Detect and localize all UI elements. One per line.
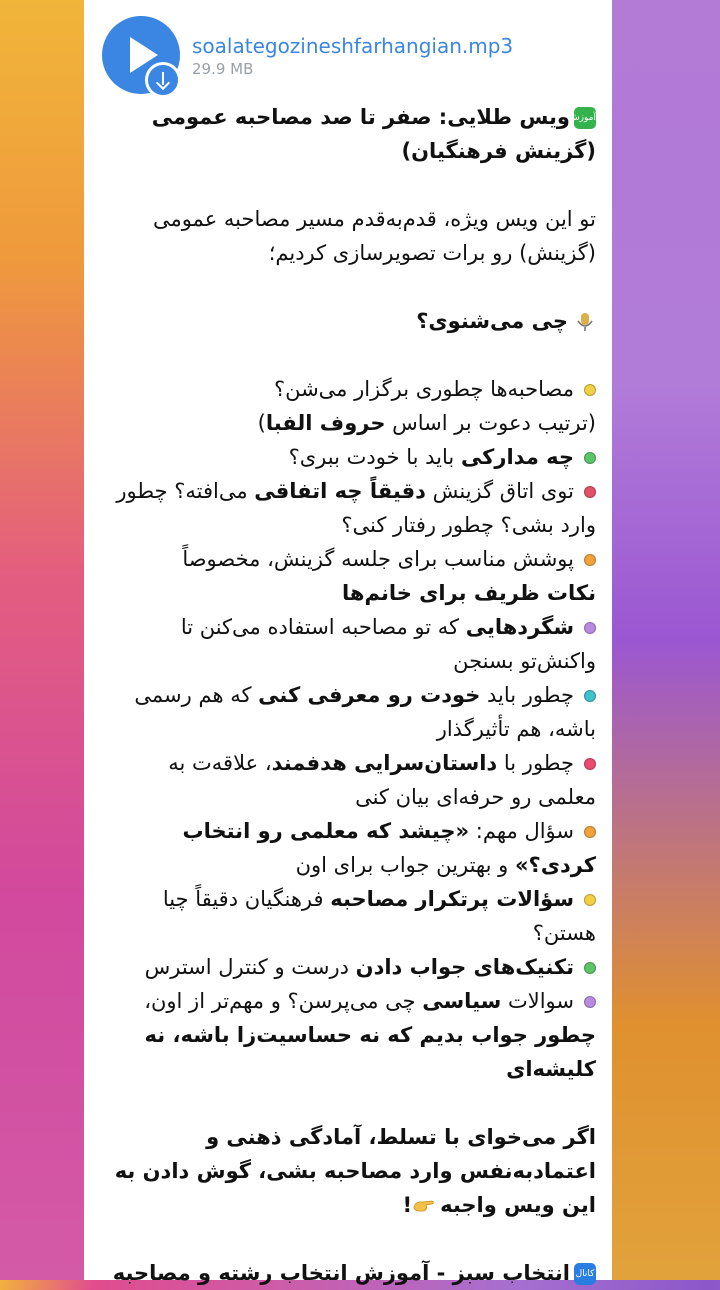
yellow-circle-icon — [584, 894, 596, 906]
purple-circle-icon — [584, 622, 596, 634]
message-title: آموزشویس طلایی: صفر تا صد مصاحبه عمومی — [151, 105, 596, 129]
pointing-hand-icon — [412, 1195, 436, 1217]
amoozesh-badge-icon: آموزش — [574, 107, 596, 129]
pink-circle-icon — [584, 758, 596, 770]
list-item: شگردهایی که تو مصاحبه استفاده می‌کنن تا — [98, 610, 596, 644]
list-item: سؤال مهم: «چیشد که معلمی رو انتخاب — [98, 814, 596, 848]
file-size: 29.9 MB — [192, 60, 254, 78]
intro-text: تو این ویس ویژه، قدم‌به‌قدم مسیر مصاحبه عمومی — [152, 207, 596, 231]
purple-circle-icon — [584, 996, 596, 1008]
orange-circle-icon — [584, 554, 596, 566]
list-item: چطور با داستان‌سرایی هدفمند، علاقه‌ت به — [98, 746, 596, 780]
microphone-icon — [574, 311, 596, 333]
orange-circle-icon — [584, 826, 596, 838]
outro-text: اگر می‌خوای با تسلط، آمادگی ذهنی و — [206, 1125, 596, 1149]
channel-badge-icon: کانال — [574, 1263, 596, 1285]
list-item: پوشش مناسب برای جلسه گزینش، مخصوصاً — [98, 542, 596, 576]
list-item: مصاحبه‌ها چطوری برگزار می‌شن؟ — [98, 372, 596, 406]
list-item: چطور باید خودت رو معرفی کنی که هم رسمی — [98, 678, 596, 712]
section-heading: چی می‌شنوی؟ — [98, 304, 596, 338]
list-item: چه مدارکی باید با خودت ببری؟ — [98, 440, 596, 474]
red-circle-icon — [584, 486, 596, 498]
list-item: توی اتاق گزینش دقیقاً چه اتفاقی می‌افته؟ چطور — [98, 474, 596, 508]
message-bubble — [84, 0, 612, 1285]
message-text: آموزشویس طلایی: صفر تا صد مصاحبه عمومی (گزینش فرهنگیان) تو این ویس ویژه، قدم‌به‌قدم مسیر مصاحبه عمومی (گزینش) رو برات تصویرسازی کردیم؛ چی می‌شنوی؟ مصاحبه‌ها چطوری برگزار می‌شن؟ (ترتیب دعوت بر اساس حروف الفبا) چه مدارکی باید با خودت ببری؟ توی اتاق گزینش دقیقاً چه اتفاقی می‌افته؟ چطور وارد بشی؟ چطور رفتار کنی؟ پوشش مناسب برای جلسه گزینش، مخصوصاً نکات ظریف برای خانم‌ها شگردهایی که تو مصاحبه استفاده می‌کنن تا واکنش‌تو بسنجن چطور باید خودت رو معرفی کنی که هم رسمی باشه، هم تأثیرگذار چطور با داستان‌سرایی هدفمند، علاقه‌ت به معلمی رو حرفه‌ای بیان کنی سؤال مهم: «چیشد که معلمی رو انتخاب کردی؟» و بهترین جواب برای اون سؤالات پرتکرار مصاحبه فرهنگیان دقیقاً چیا هستن؟ تکنیک‌های جواب دادن درست و کنترل استرس سوالات سیاسی چی می‌پرسن؟ و مهم‌تر از اون، چطور جواب بدیم که نه حساسیت‌زا باشه، نه کلیشه‌ای اگر می‌خوای با تسلط، آمادگی ذهنی و اعتمادبه‌نفس وارد مصاحبه بشی، گوش دادن به این ویس واجبه! کانالانتخاب سبز - آموزش انتخاب رشته و مصاحبه — [98, 100, 596, 1290]
blue-circle-icon — [584, 690, 596, 702]
file-name[interactable]: soalategozineshfarhangian.mp3 — [192, 34, 514, 58]
audio-file-attachment[interactable] — [102, 12, 602, 92]
yellow-circle-icon — [584, 384, 596, 396]
list-item: سؤالات پرتکرار مصاحبه فرهنگیان دقیقاً چیا — [98, 882, 596, 916]
list-item: تکنیک‌های جواب دادن درست و کنترل استرس — [98, 950, 596, 984]
download-arrow-icon[interactable] — [145, 62, 181, 98]
green-circle-icon — [584, 962, 596, 974]
list-item: سوالات سیاسی چی می‌پرسن؟ و مهم‌تر از اون، — [98, 984, 596, 1018]
channel-line: کانالانتخاب سبز - آموزش انتخاب رشته و مصاحبه — [112, 1261, 595, 1285]
wallpaper-right — [610, 0, 720, 1280]
wallpaper-left — [0, 0, 86, 1280]
green-circle-icon — [584, 452, 596, 464]
